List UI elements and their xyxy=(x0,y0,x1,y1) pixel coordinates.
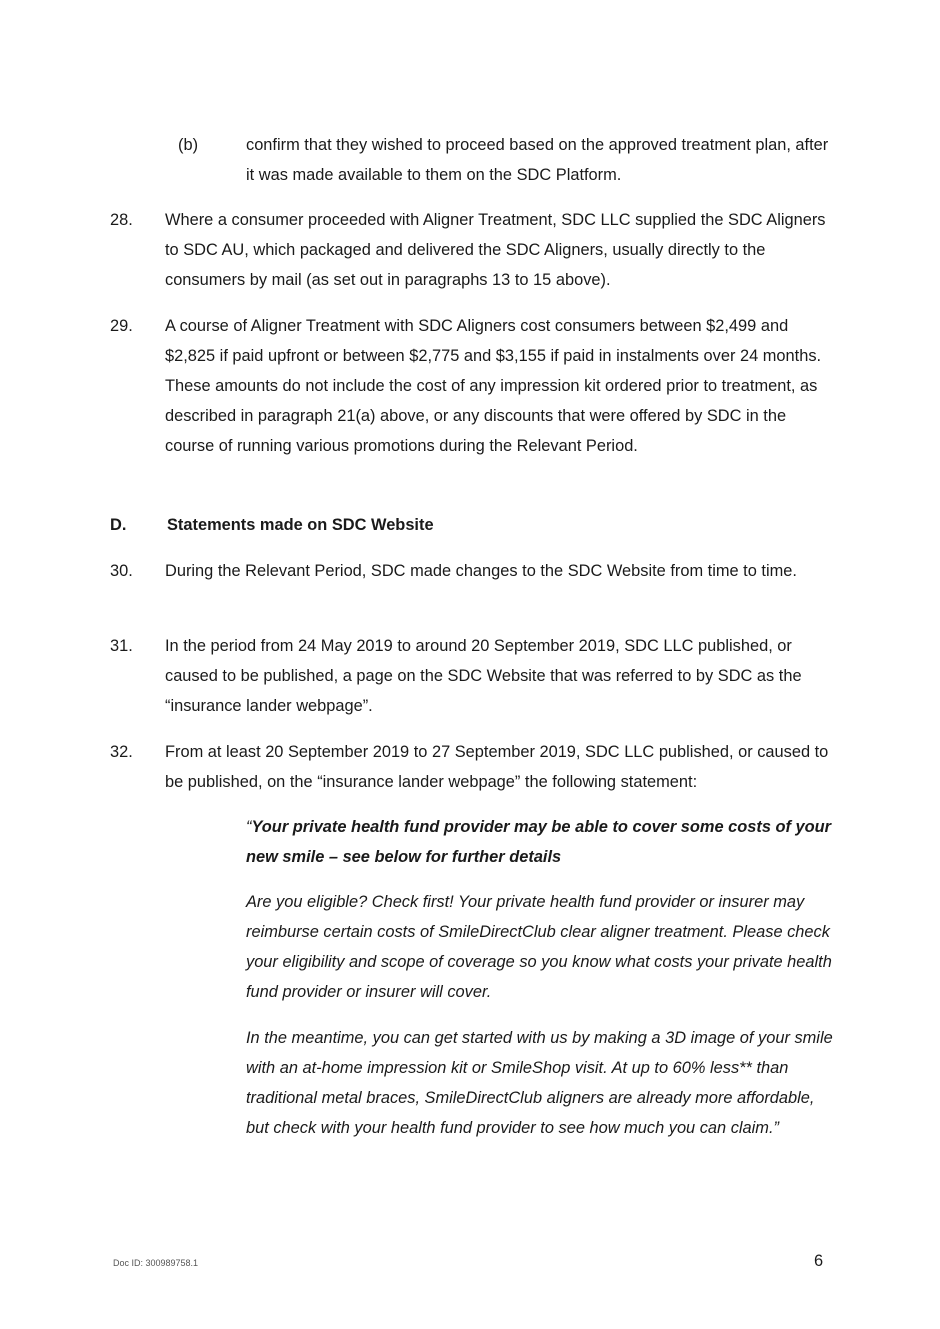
section-title: Statements made on SDC Website xyxy=(167,516,434,534)
quote-paragraph: Are you eligible? Check first! Your private health fund provider or insurer may reimburse certain costs of SmileDirectClub clear aligner treatment. Please check your eligibility and scope of coverage so you know what costs your private health fund provider or insurer will cover. xyxy=(246,893,832,1001)
section-number: D. xyxy=(110,516,127,534)
quoted-statement-eligibility xyxy=(246,887,836,1007)
paragraph-30 xyxy=(110,556,830,586)
paragraph-number: 31. xyxy=(110,637,133,655)
paragraph-number: 32. xyxy=(110,743,133,761)
paragraph-number: 29. xyxy=(110,317,133,335)
paragraph-number: 30. xyxy=(110,562,133,580)
quoted-statement-meantime xyxy=(246,1023,836,1143)
paragraph-text: Where a consumer proceeded with Aligner Treatment, SDC LLC supplied the SDC Aligners to SDC AU, which packaged and delivered the SDC Aligners, usually directly to the consumers by mail (as set out in paragraphs 13 to 15 above). xyxy=(165,211,826,289)
quote-paragraph: In the meantime, you can get started with us by making a 3D image of your smile with an at-home impression kit or SmileShop visit. At up to 60% less** than traditional metal braces, SmileDirectClub aligners are already more affordable, but check with your health fund provider to see how much you can claim.” xyxy=(246,1029,833,1137)
quote-bold-text: Your private health fund provider may be able to cover some costs of your new smile – see below for further details xyxy=(246,818,832,866)
open-quote-mark: “ xyxy=(246,818,252,836)
paragraph-32 xyxy=(110,737,830,797)
subparagraph-label: (b) xyxy=(178,136,199,154)
subparagraph-text: confirm that they wished to proceed based on the approved treatment plan, after it was made available to them on the SDC Platform. xyxy=(246,136,829,184)
quoted-statement-heading xyxy=(246,812,836,872)
page-number: 6 xyxy=(814,1252,824,1270)
section-heading-d xyxy=(110,510,434,540)
paragraph-28 xyxy=(110,205,830,295)
paragraph-31 xyxy=(110,631,830,721)
paragraph-29 xyxy=(110,311,830,461)
paragraph-text: In the period from 24 May 2019 to around 20 September 2019, SDC LLC published, or caused to be published, a page on the SDC Website that was referred to by SDC as the “insurance lander webpage”. xyxy=(165,637,802,715)
paragraph-text: A course of Aligner Treatment with SDC Aligners cost consumers between $2,499 and $2,825 if paid upfront or between $2,775 and $3,155 if paid in instalments over 24 months. These amounts do not include the cost of any impression kit ordered prior to treatment, as described in paragraph 21(a) above, or any discounts that were offered by SDC in the course of running various promotions during the Relevant Period. xyxy=(165,317,822,455)
subparagraph-b xyxy=(178,130,833,190)
paragraph-text: From at least 20 September 2019 to 27 September 2019, SDC LLC published, or caused to be published, on the “insurance lander webpage” the following statement: xyxy=(165,743,829,791)
document-id: Doc ID: 300989758.1 xyxy=(113,1258,199,1268)
paragraph-number: 28. xyxy=(110,211,133,229)
paragraph-text: During the Relevant Period, SDC made changes to the SDC Website from time to time. xyxy=(165,562,797,580)
